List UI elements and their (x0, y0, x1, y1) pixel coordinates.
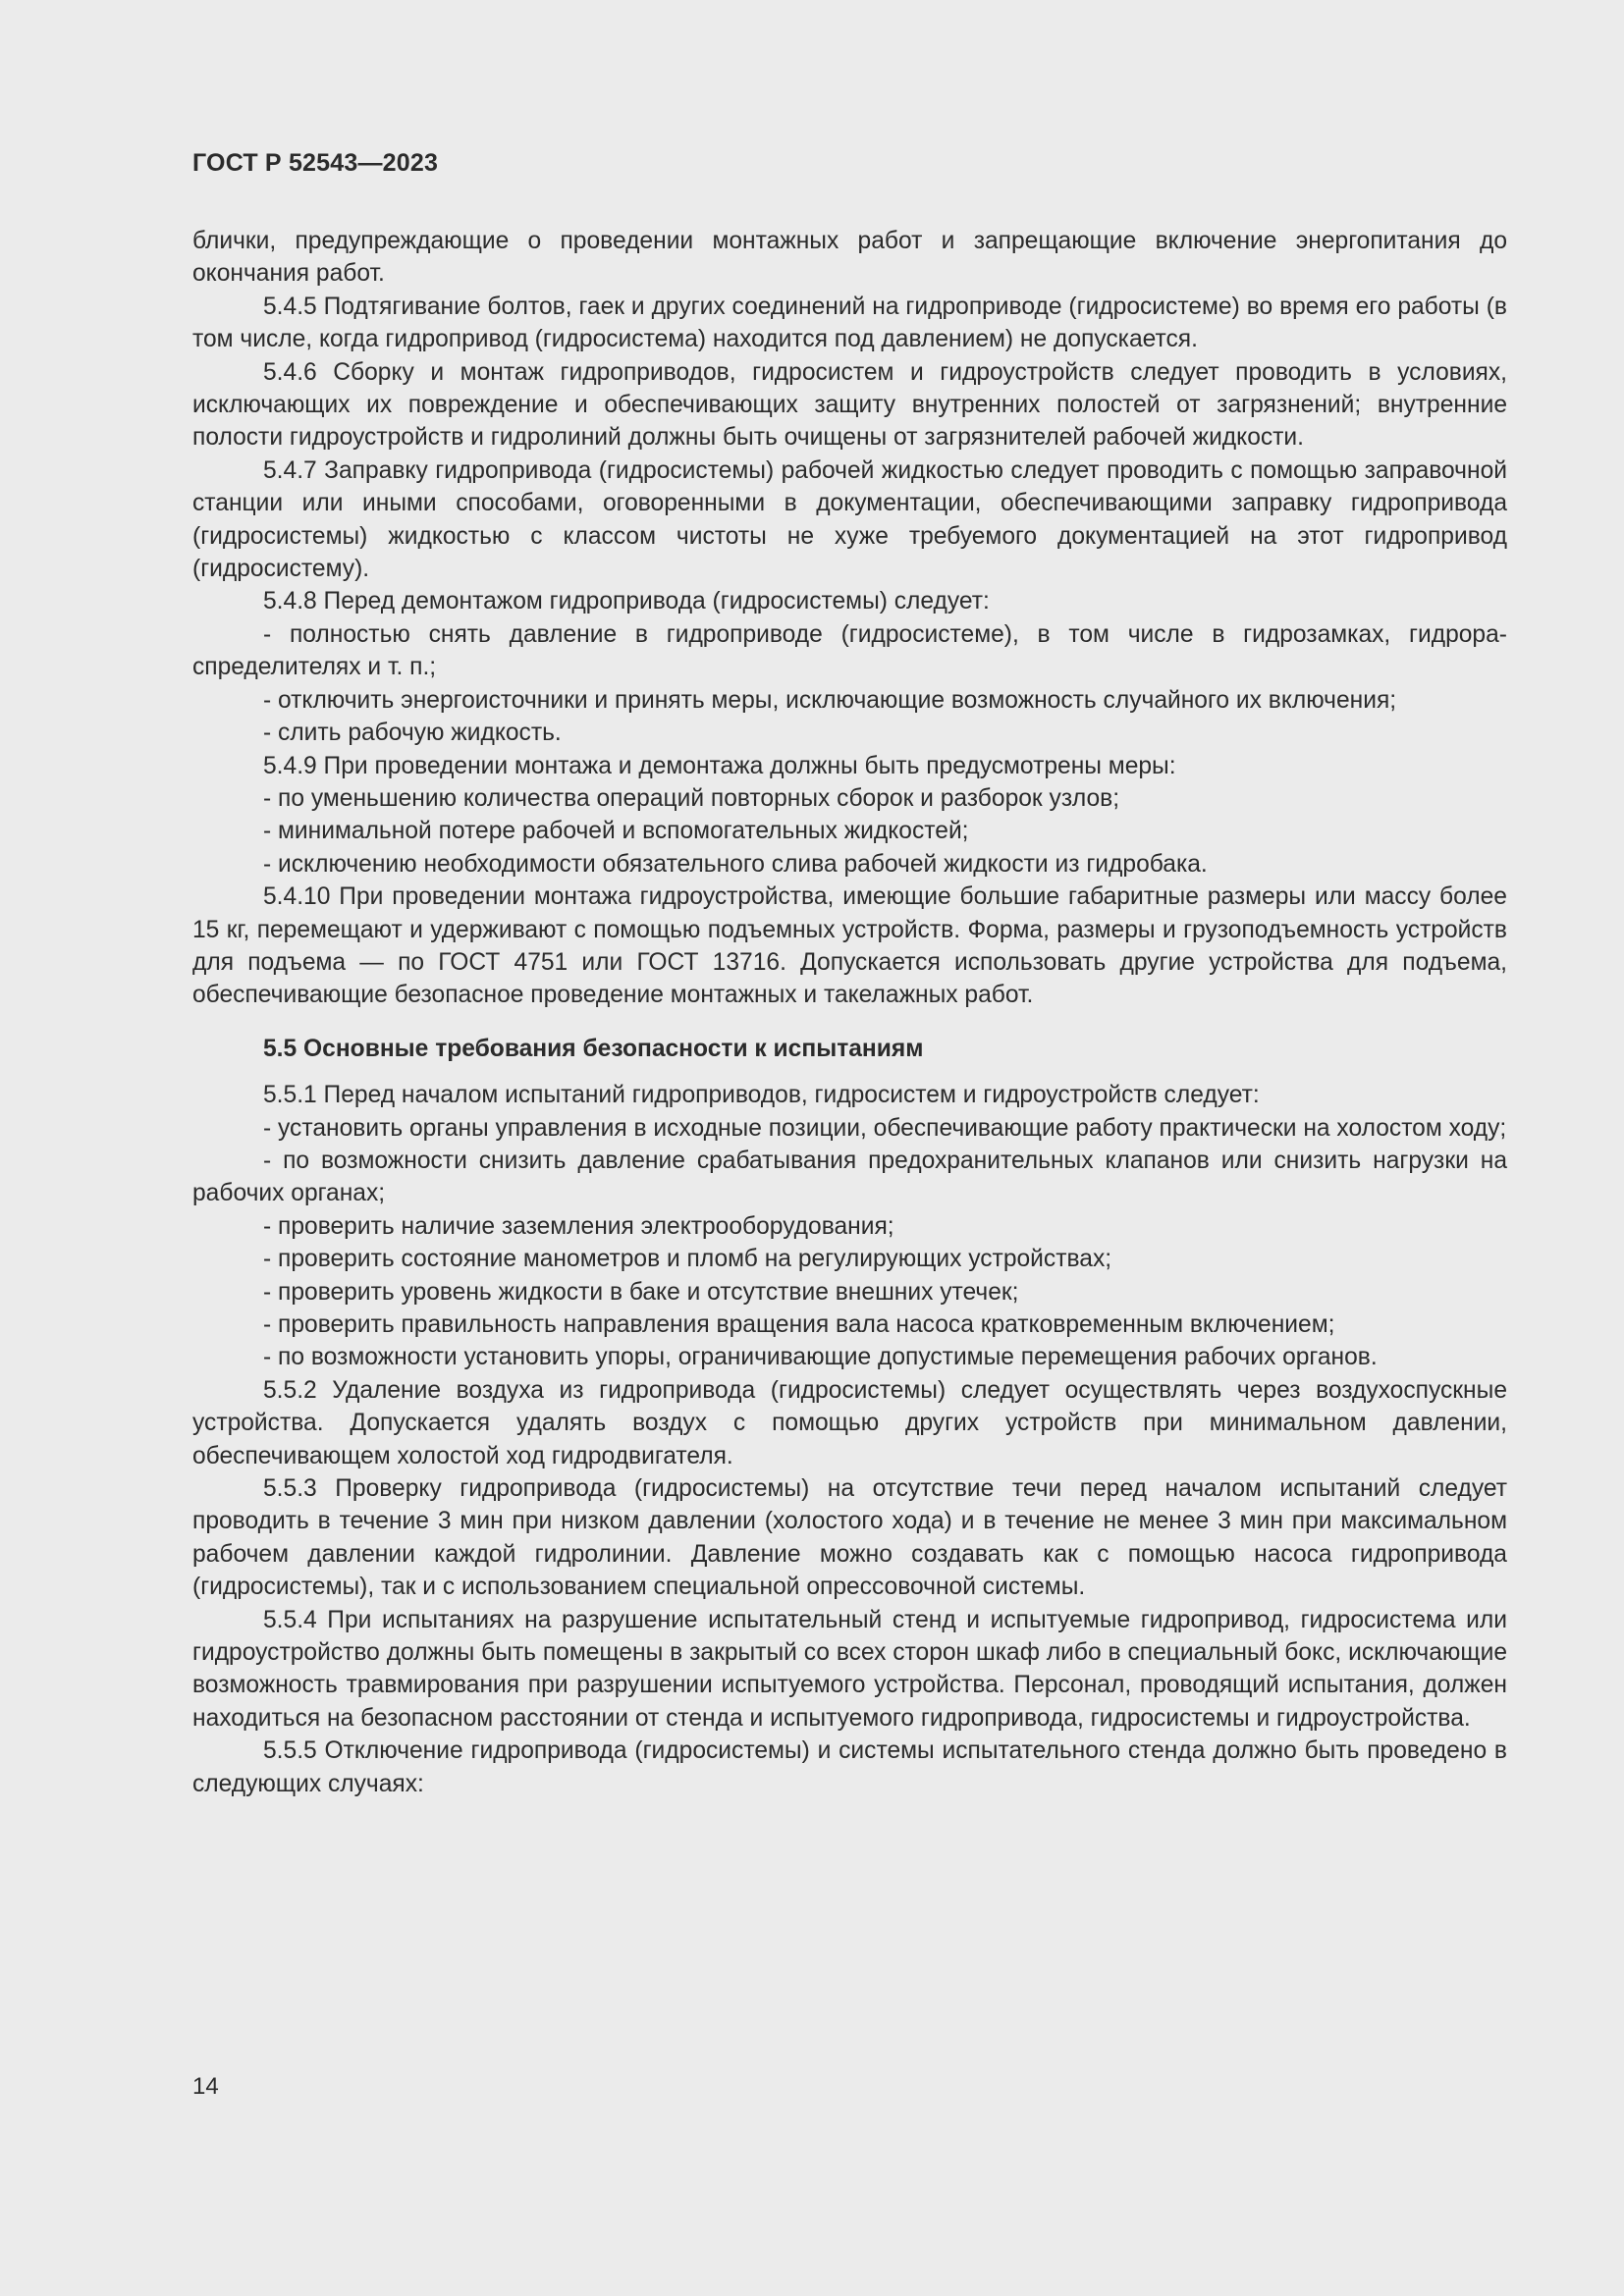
paragraph: - проверить правильность направления вращения вала насоса кратковременным включением; (263, 1311, 1335, 1338)
paragraph: - по уменьшению количества операций повторных сборок и разборок узлов; (263, 784, 1120, 812)
paragraph: 5.5.1 Перед началом испытаний гидроприводов, гидросистем и гидроустройств следует: (263, 1082, 1260, 1109)
paragraph: - минимальной потере рабочей и вспомогательных жидкостей; (263, 818, 969, 845)
paragraph: 5.4.6 Сборку и монтаж гидроприводов, гидросистем и гидроустройств следует проводить в условиях, исключающих их повреждение и обеспечивающих защиту внутренних полостей от загрязнений; внутренние полости гидроустройств и гидролиний должны быть очищены от загрязнителей рабочей жидкости. (192, 358, 1507, 452)
document-header: ГОСТ Р 52543—2023 (192, 149, 439, 177)
paragraph: - по возможности снизить давление срабатывания предохранительных клапанов или снизить нагрузки на рабочих органах; (192, 1147, 1507, 1207)
paragraph: - проверить наличие заземления электрооборудования; (263, 1212, 894, 1240)
paragraph: 5.4.9 При проведении монтажа и демонтажа должны быть предусмотрены меры: (263, 752, 1176, 779)
paragraph: 5.4.7 Заправку гидропривода (гидросистемы) рабочей жидкостью следует проводить с помощью заправочной станции или иными способами, оговоренными в документации, обеспечивающими заправку гидропривода (гидросистемы) жидкостью с классом чистоты не хуже требуемого документацией на этот гидропривод (гидросистему). (192, 456, 1507, 583)
paragraph: 5.4.10 При проведении монтажа гидроустройства, имеющие большие габаритные размеры или массу более 15 кг, перемещают и удерживают с помощью подъемных устройств. Форма, размеры и грузоподъемность устройств для подъема — по ГОСТ 4751 или ГОСТ 13716. Допускается использовать другие устройства для подъема, обеспечивающие безопасное проведение монтажных и такелажных работ. (192, 883, 1507, 1009)
paragraph: 5.5.4 При испытаниях на разрушение испытательный стенд и испытуемые гидропривод, гидросистема или гидроустройство должны быть помещены в закрытый со всех сторон шкаф либо в специальный бокс, исключающие возможность травмирования при разрушении испытуемого устройства. Персонал, проводящий испытания, должен находиться на безопасном расстоянии от стенда и испытуемого гидропривода, гидросистемы и гидроустройства. (192, 1606, 1507, 1732)
paragraph: - полностью снять давление в гидроприводе (гидросистеме), в том числе в гидрозамках, гидрораспределителях и т. п.; (192, 620, 1507, 681)
paragraph: - исключению необходимости обязательного слива рабочей жидкости из гидробака. (263, 850, 1208, 878)
document-body (192, 225, 1507, 1800)
section-heading: 5.5 Основные требования безопасности к испытаниям (263, 1035, 924, 1062)
paragraph: 5.4.8 Перед демонтажом гидропривода (гидросистемы) следует: (263, 588, 990, 615)
paragraph: - проверить состояние манометров и пломб на регулирующих устройствах; (263, 1246, 1112, 1273)
paragraph: - по возможности установить упоры, ограничивающие допустимые перемещения рабочих органов. (263, 1344, 1378, 1371)
paragraph: - установить органы управления в исходные позиции, обеспечивающие работу практически на холостом ходу; (263, 1114, 1507, 1142)
paragraph: 5.5.2 Удаление воздуха из гидропривода (гидросистемы) следует осуществлять через воздухоспускные устройства. Допускается удалять воздух с помощью других устройств при минимальном давлении, обеспечивающем холостой ход гидродвигателя. (192, 1376, 1507, 1469)
paragraph: - проверить уровень жидкости в баке и отсутствие внешних утечек; (263, 1278, 1019, 1306)
paragraph: - отключить энергоисточники и принять меры, исключающие возможность случайного их включения; (263, 686, 1397, 714)
page-number: 14 (192, 2073, 219, 2100)
paragraph: 5.5.5 Отключение гидропривода (гидросистемы) и системы испытательного стенда должно быть проведено в следующих случаях: (192, 1737, 1507, 1797)
paragraph: 5.4.5 Подтягивание болтов, гаек и других соединений на гидроприводе (гидросистеме) во время его работы (в том числе, когда гидропривод (гидросистема) находится под давлением) не допускается. (192, 293, 1507, 353)
paragraph: блички, предупреждающие о проведении монтажных работ и запрещающие включение энергопитания до окончания работ. (192, 228, 1507, 288)
paragraph: 5.5.3 Проверку гидропривода (гидросистемы) на отсутствие течи перед началом испытаний следует проводить в течение 3 мин при низком давлении (холостого хода) и в течение не менее 3 мин при максимальном рабочем давлении каждой гидролинии. Давление можно создавать как с помощью насоса гидропривода (гидросистемы), так и с использованием специальной опрессовочной системы. (192, 1475, 1507, 1601)
paragraph: - слить рабочую жидкость. (263, 720, 562, 747)
